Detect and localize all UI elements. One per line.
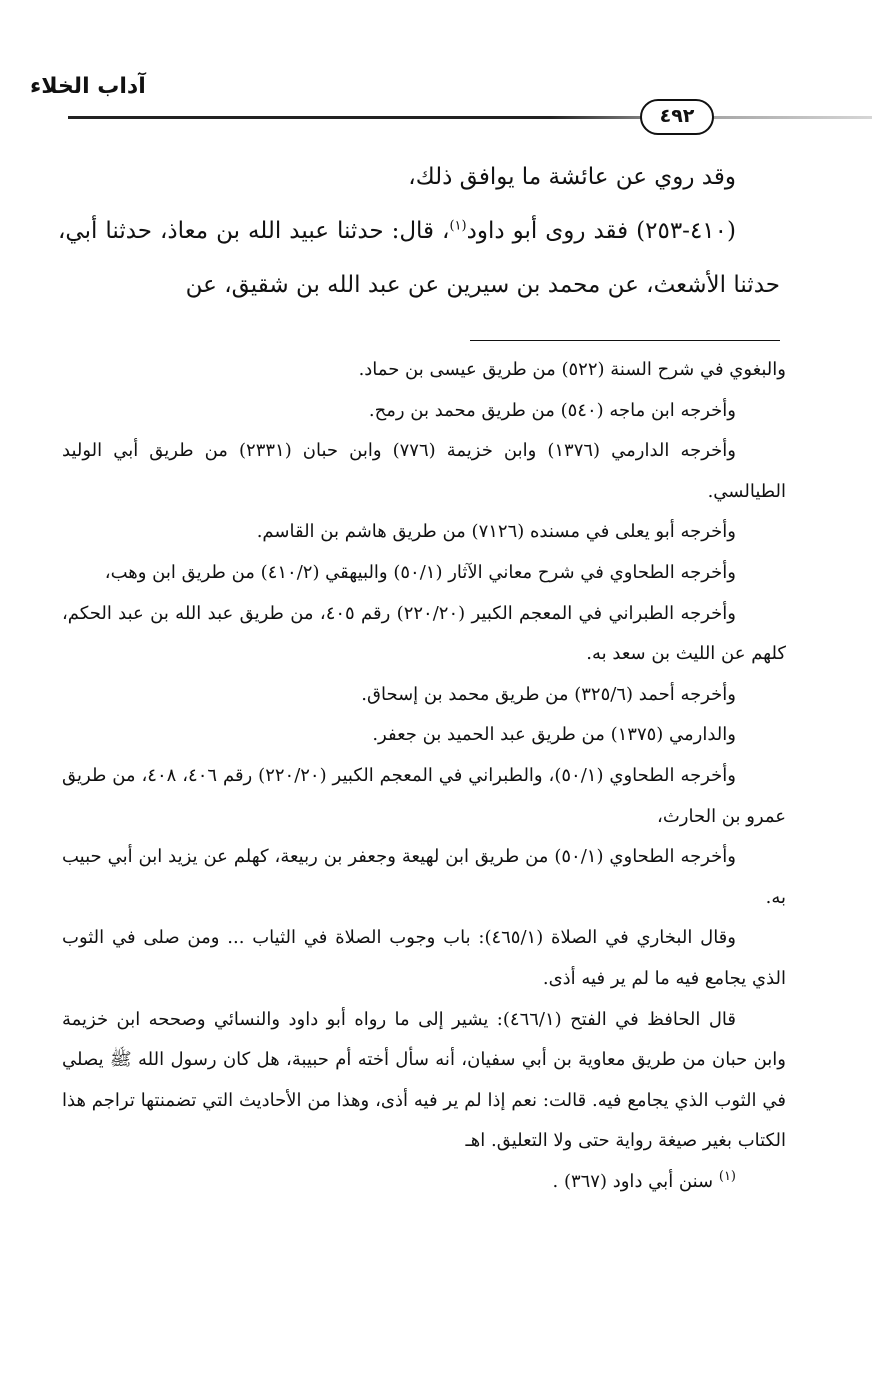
footnote-line: وأخرجه الطحاوي (٥٠/١)، والطبراني في المعجم الكبير (٢٢٠/٢٠) رقم ٤٠٦، ٤٠٨، من طريق عمرو بن الحارث، [62,764,786,827]
body-paragraph [58,204,780,312]
chapter-title: آداب الخلاء [30,74,146,99]
footnote-line: وأخرجه الطحاوي (٥٠/١) من طريق ابن لهيعة وجعفر بن ربيعة، كهلم عن يزيد ابن أبي حبيب به. [62,846,786,908]
page-number: ٤٩٢ [640,99,714,135]
footnote-marker: (١) [718,1168,736,1184]
footnote-line: وأخرجه الدارمي (١٣٧٦) وابن خزيمة (٧٧٦) وابن حبان (٢٣٣١) من طريق أبي الوليد الطيالسي. [62,440,786,502]
footnote-line: قال الحافظ في الفتح (٤٦٦/١): يشير إلى ما رواه أبو داود والنسائي وصححه ابن خزيمة وابن حبان من طريق معاوية بن أبي سفيان، أنه سأل أخته أم حبيبة، هل كان رسول الله ﷺ يصلي في الثوب الذي يجامع فيه. قالت: نعم إذا لم ير فيه أذى، وهذا من الأحاديث التي تضمنتها تراجم هذا الكتاب بغير صيغة رواية حتى ولا التعليق. اهـ [62,1008,786,1152]
hadith-number-text: (٤١٠-٢٥٣) فقد روى أبو داود [466,218,736,244]
footnote-line: والدارمي (١٣٧٥) من طريق عبد الحميد بن جعفر. [372,724,736,746]
footnote-line: وأخرجه الطحاوي في شرح معاني الآثار (٥٠/١) والبيهقي (٤١٠/٢) من طريق ابن وهب، [104,561,736,583]
footnote-note-text: سنن أبي داود (٣٦٧) . [552,1170,719,1192]
footnote-line: وأخرجه ابن ماجه (٥٤٠) من طريق محمد بن رمح. [368,399,736,421]
footnote-note [62,1162,786,1203]
main-text [58,150,780,312]
footnote-line: وأخرجه أبو يعلى في مسنده (٧١٢٦) من طريق هاشم بن القاسم. [256,521,736,543]
footnote-reference: (١) [449,218,467,234]
footnote-line: والبغوي في شرح السنة (٥٢٢) من طريق عيسى بن حماد. [358,359,786,380]
footnotes [62,350,786,1202]
footnote-line: وأخرجه أحمد (٣٢٥/٦) من طريق محمد بن إسحاق. [361,683,736,705]
header-rule [68,116,872,119]
body-paragraph: وقد روي عن عائشة ما يوافق ذلك، [408,164,736,190]
footnote-separator [470,340,780,341]
footnote-line: وقال البخاري في الصلاة (٤٦٥/١): باب وجوب الصلاة في الثياب ... ومن صلى في الثوب الذي يجامع فيه ما لم ير فيه أذى. [62,927,786,989]
body-text-span: ، قال: حدثنا عبيد الله بن معاذ، حدثنا أبي، حدثنا الأشعث، عن محمد بن سيرين عن عبد الله بن شقيق، عن [58,218,780,298]
footnote-line: وأخرجه الطبراني في المعجم الكبير (٢٢٠/٢٠) رقم ٤٠٥، من طريق عبد الله بن عبد الحكم، كلهم عن الليث بن سعد به. [62,602,786,665]
